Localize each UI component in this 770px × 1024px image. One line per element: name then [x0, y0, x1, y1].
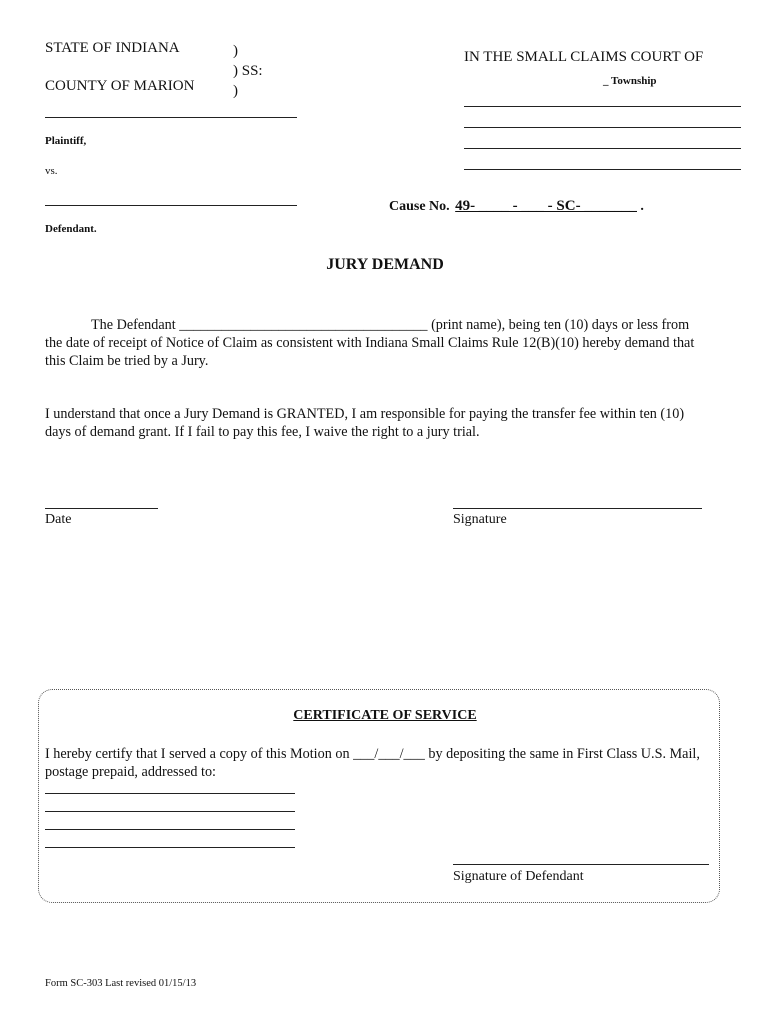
plaintiff-label: Plaintiff,	[45, 135, 87, 147]
address-line-2[interactable]	[45, 811, 295, 812]
court-line-2[interactable]	[464, 127, 741, 128]
caption-paren-1: )	[233, 43, 238, 59]
body-paragraph-2: I understand that once a Jury Demand is GRANTED, I am responsible for paying the transfer fee within ten (10) days of demand grant. If I fail to pay this fee, I waive the right to a jury trial.	[45, 406, 685, 440]
body-paragraph-1: The Defendant ___________________________________ (print name), being ten (10) days or less from the date of receipt of Notice of Claim as consistent with Indiana Small Claims Rule 12(B)(10) hereby demand that this Claim be tried by a Jury.	[45, 317, 695, 369]
signature-label: Signature	[453, 512, 507, 527]
date-label: Date	[45, 512, 72, 527]
certificate-text: I hereby certify that I served a copy of this Motion on ___/___/___ by depositing the same in First Class U.S. Mail, postage prepaid, addressed to:	[45, 746, 700, 780]
defendant-signature-line[interactable]	[453, 864, 709, 865]
cause-period: .	[640, 199, 644, 214]
court-line-1[interactable]	[464, 106, 741, 107]
address-line-1[interactable]	[45, 793, 295, 794]
defendant-label: Defendant.	[45, 223, 97, 235]
address-line-4[interactable]	[45, 847, 295, 848]
court-line-4[interactable]	[464, 169, 741, 170]
caption-paren-ss: ) SS:	[233, 63, 263, 79]
caption-paren-3: )	[233, 83, 238, 99]
county-label: COUNTY OF MARION	[45, 78, 195, 94]
signature-line[interactable]	[453, 508, 702, 509]
date-line[interactable]	[45, 508, 158, 509]
vs-label: vs.	[45, 165, 58, 177]
state-label: STATE OF INDIANA	[45, 40, 180, 56]
plaintiff-name-line[interactable]	[45, 117, 297, 118]
cause-number[interactable]	[389, 198, 644, 215]
certificate-title: CERTIFICATE OF SERVICE	[293, 708, 477, 723]
address-line-3[interactable]	[45, 829, 295, 830]
defendant-signature-label: Signature of Defendant	[453, 869, 584, 884]
document-title: JURY DEMAND	[326, 256, 444, 273]
court-heading: IN THE SMALL CLAIMS COURT OF	[464, 49, 704, 65]
cause-value[interactable]: 49- ____ - ___ - SC- _______	[455, 198, 637, 214]
form-id: Form SC-303 Last revised 01/15/13	[45, 978, 197, 989]
cause-label: Cause No.	[389, 199, 450, 214]
defendant-name-line[interactable]	[45, 205, 297, 206]
township-label: _ Township	[603, 75, 657, 87]
court-line-3[interactable]	[464, 148, 741, 149]
